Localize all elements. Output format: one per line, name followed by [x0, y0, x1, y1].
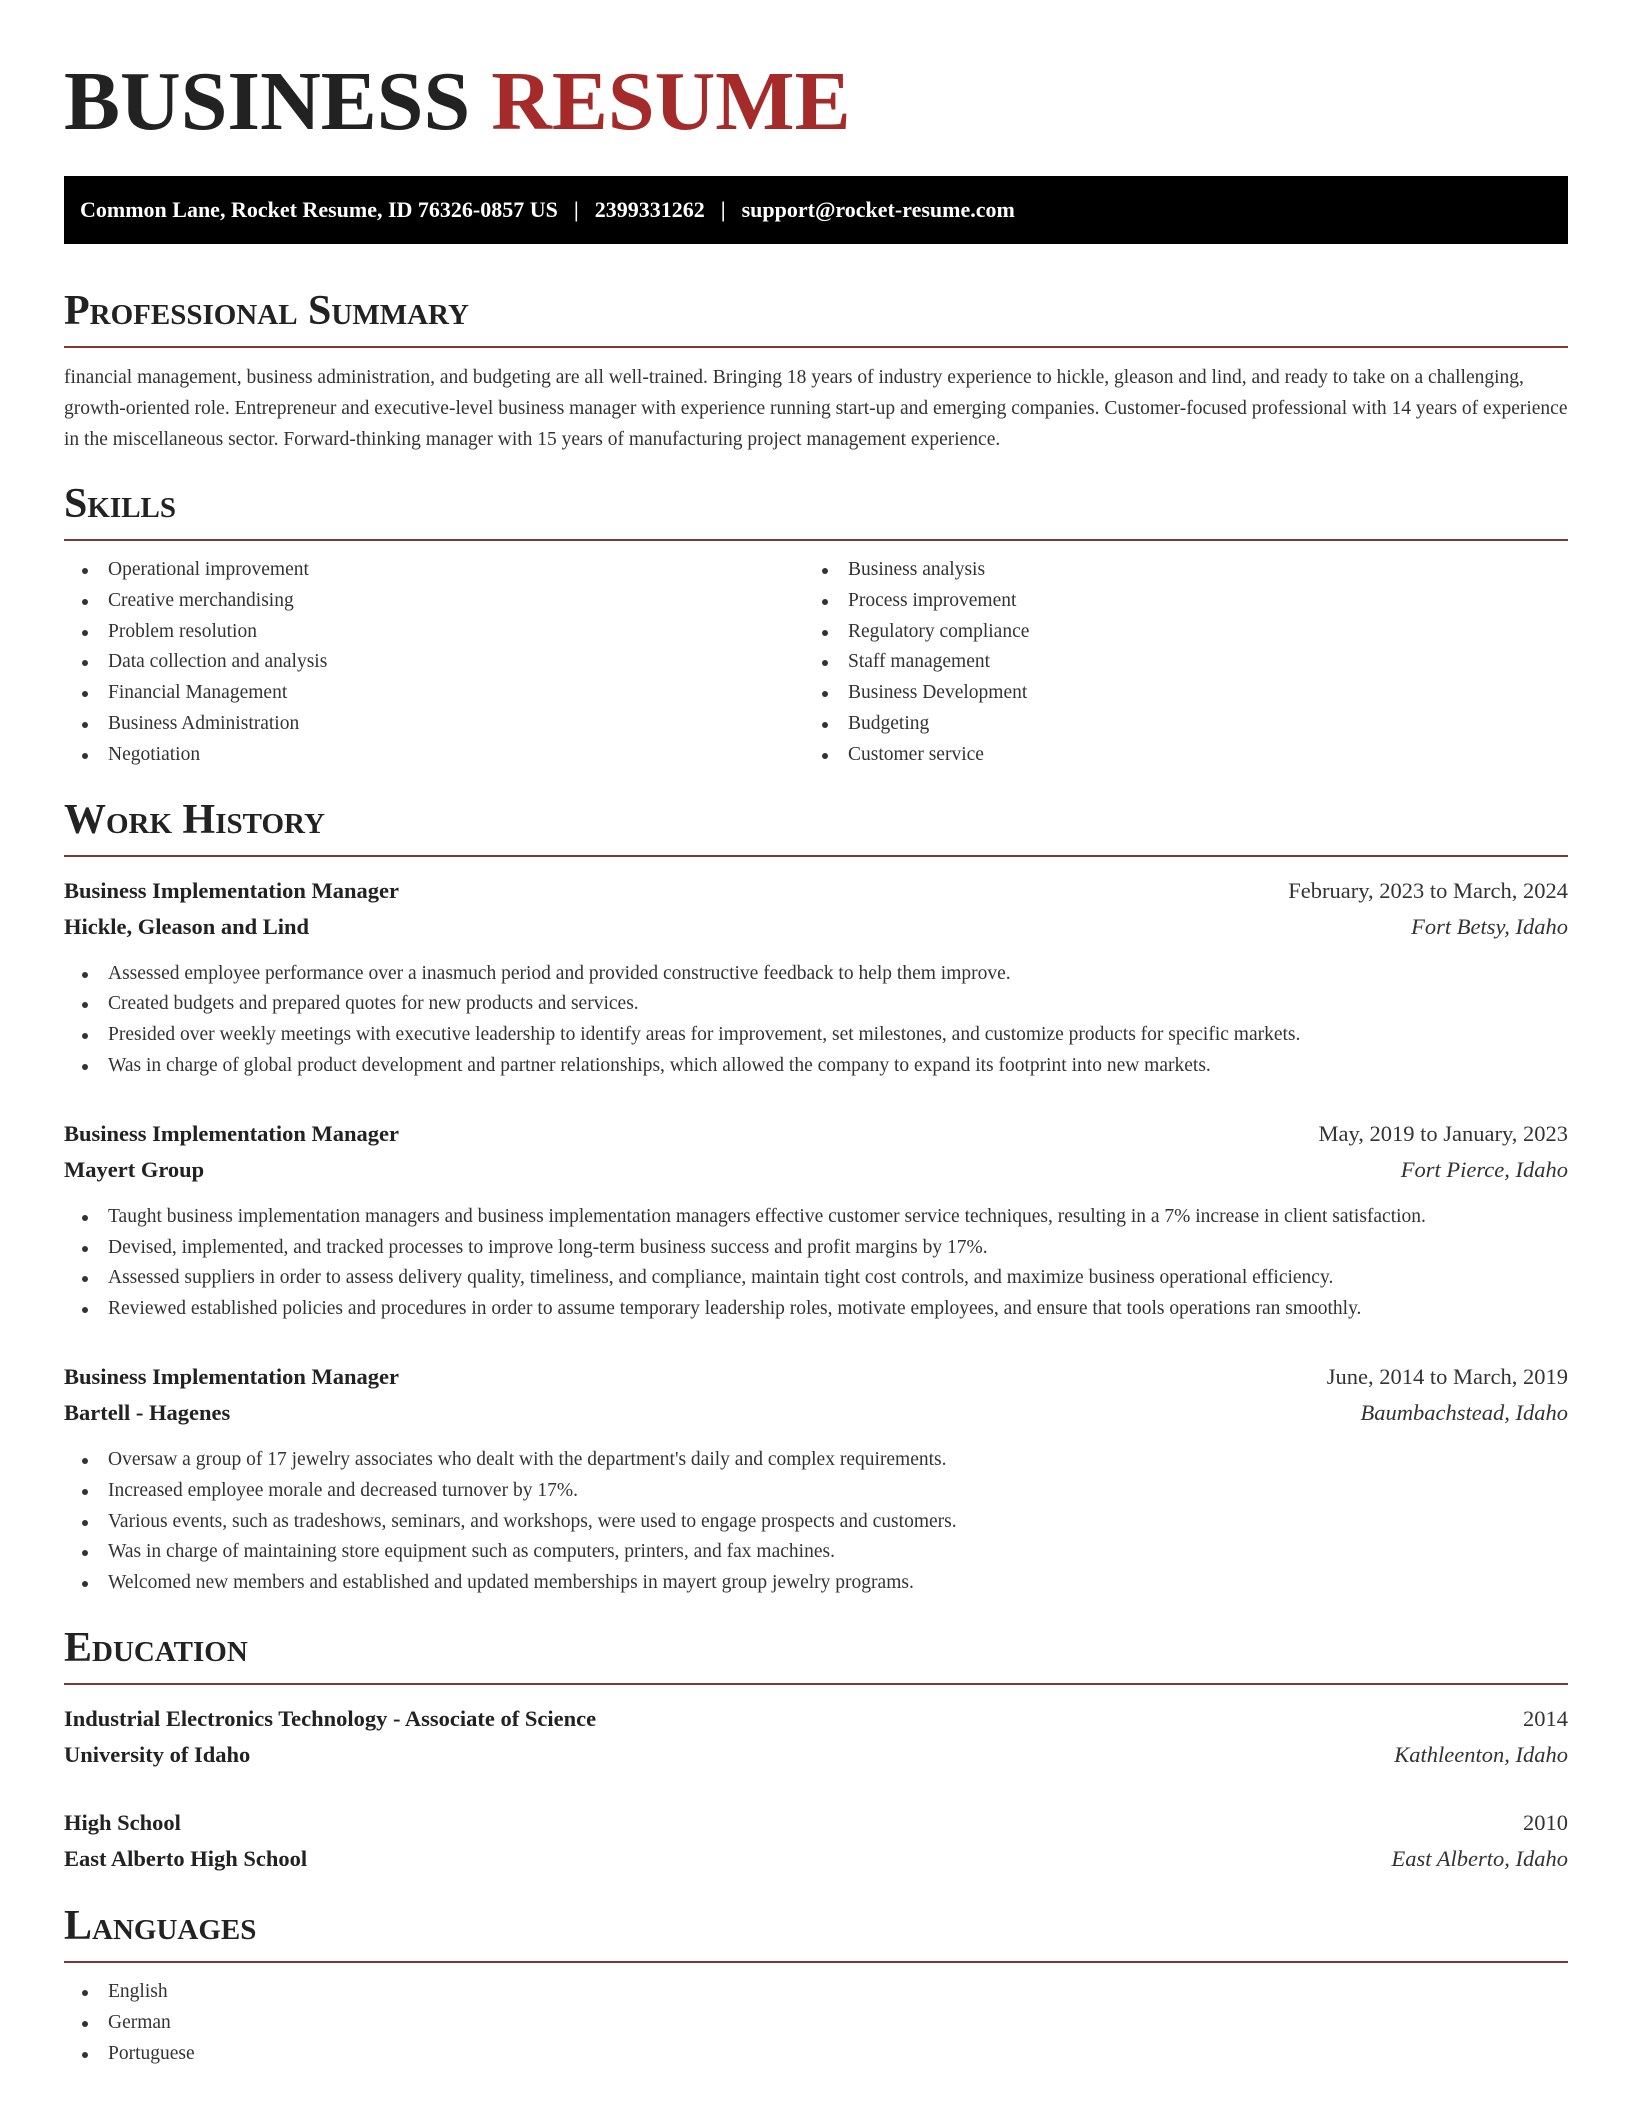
skill-item: Business Administration	[64, 709, 804, 740]
job-bullet: Reviewed established policies and procedures in order to assume temporary leadership roles, motivate employees, and ensure that tools operations ran smoothly.	[64, 1294, 1568, 1325]
job-bullet: Was in charge of maintaining store equipment such as computers, printers, and fax machines.	[64, 1537, 1568, 1568]
title-word-resume: RESUME	[491, 55, 851, 148]
contact-address: Common Lane, Rocket Resume, ID 76326-0857 US	[80, 197, 558, 222]
skill-item: Negotiation	[64, 740, 804, 771]
section-heading-education: Education	[64, 1625, 1568, 1685]
job-bullet: Taught business implementation managers and business implementation managers effective customer service techniques, resulting in a 7% increase in client satisfaction.	[64, 1202, 1568, 1233]
contact-separator: |	[720, 197, 726, 222]
job-bullet: Increased employee morale and decreased turnover by 17%.	[64, 1476, 1568, 1507]
education-school: University of Idaho	[64, 1741, 251, 1767]
job-title: Business Implementation Manager	[64, 1120, 400, 1146]
job-bullet: Presided over weekly meetings with executive leadership to identify areas for improvement, set milestones, and customize products for specific markets.	[64, 1020, 1568, 1051]
education-location: Kathleenton, Idaho	[1394, 1741, 1568, 1767]
education-entry	[64, 1805, 1568, 1877]
job-company: Hickle, Gleason and Lind	[64, 913, 310, 939]
job-bullet: Devised, implemented, and tracked processes to improve long-term business success and profit margins by 17%.	[64, 1233, 1568, 1264]
language-item: German	[64, 2008, 1568, 2039]
contact-email[interactable]: support@rocket-resume.com	[741, 197, 1015, 222]
education-school: East Alberto High School	[64, 1845, 308, 1871]
job-bullets	[64, 1445, 1568, 1599]
job-title: Business Implementation Manager	[64, 1363, 400, 1389]
education-year: 2010	[1523, 1809, 1568, 1835]
skill-item: Process improvement	[804, 586, 1544, 617]
section-heading-summary: Professional Summary	[64, 288, 1568, 348]
job-bullet: Was in charge of global product development and partner relationships, which allowed the company to expand its footprint into new markets.	[64, 1051, 1568, 1082]
job-company: Bartell - Hagenes	[64, 1399, 231, 1425]
title-word-business: BUSINESS	[64, 55, 471, 148]
education-location: East Alberto, Idaho	[1391, 1845, 1568, 1871]
job-bullet: Oversaw a group of 17 jewelry associates who dealt with the department's daily and complex requirements.	[64, 1445, 1568, 1476]
language-item: Portuguese	[64, 2039, 1568, 2070]
education-entry	[64, 1701, 1568, 1773]
job-dates: June, 2014 to March, 2019	[1326, 1363, 1568, 1389]
section-heading-work-history: Work History	[64, 797, 1568, 857]
skill-item: Regulatory compliance	[804, 617, 1544, 648]
skill-item: Customer service	[804, 740, 1544, 771]
job-location: Fort Betsy, Idaho	[1411, 913, 1568, 939]
job-location: Fort Pierce, Idaho	[1400, 1156, 1568, 1182]
education-year: 2014	[1523, 1705, 1568, 1731]
skill-item: Budgeting	[804, 709, 1544, 740]
resume-page	[64, 0, 1568, 2069]
job-bullet: Various events, such as tradeshows, seminars, and workshops, were used to engage prospects and customers.	[64, 1507, 1568, 1538]
job-bullets	[64, 1202, 1568, 1325]
skill-item: Operational improvement	[64, 555, 804, 586]
skill-item: Business Development	[804, 678, 1544, 709]
skill-item: Data collection and analysis	[64, 647, 804, 678]
job-bullet: Welcomed new members and established and updated memberships in mayert group jewelry programs.	[64, 1568, 1568, 1599]
job-bullets	[64, 959, 1568, 1082]
education-degree: Industrial Electronics Technology - Associate of Science	[64, 1705, 597, 1731]
job-location: Baumbachstead, Idaho	[1360, 1399, 1568, 1425]
skill-item: Creative merchandising	[64, 586, 804, 617]
education-degree: High School	[64, 1809, 181, 1835]
work-entry	[64, 1359, 1568, 1599]
languages-list	[64, 1977, 1568, 2069]
skills-grid	[64, 541, 1568, 771]
skill-item: Problem resolution	[64, 617, 804, 648]
contact-separator: |	[573, 197, 579, 222]
work-entry	[64, 1116, 1568, 1325]
section-heading-skills: Skills	[64, 481, 1568, 541]
skill-item: Financial Management	[64, 678, 804, 709]
job-bullet: Assessed suppliers in order to assess delivery quality, timeliness, and compliance, maintain tight cost controls, and maximize business operational efficiency.	[64, 1263, 1568, 1294]
skills-list-left	[64, 555, 804, 771]
skill-item: Staff management	[804, 647, 1544, 678]
skill-item: Business analysis	[804, 555, 1544, 586]
summary-text: financial management, business administration, and budgeting are all well-trained. Bringing 18 years of industry experience to hickle, gleason and lind, and ready to take on a challenging, growth-oriented role. Entrepreneur and executive-level business manager with experience running start-up and emerging companies. Customer-focused professional with 14 years of experience in the miscellaneous sector. Forward-thinking manager with 15 years of manufacturing project management experience.	[64, 367, 1568, 450]
contact-bar	[64, 176, 1568, 244]
job-bullet: Assessed employee performance over a inasmuch period and provided constructive feedback to help them improve.	[64, 959, 1568, 990]
skills-list-right	[804, 555, 1544, 771]
job-company: Mayert Group	[64, 1156, 205, 1182]
work-entry	[64, 873, 1568, 1082]
contact-phone[interactable]: 2399331262	[594, 197, 705, 222]
language-item: English	[64, 1977, 1568, 2008]
job-bullet: Created budgets and prepared quotes for new products and services.	[64, 989, 1568, 1020]
job-dates: February, 2023 to March, 2024	[1288, 877, 1568, 903]
job-dates: May, 2019 to January, 2023	[1318, 1120, 1568, 1146]
resume-title	[64, 52, 1568, 152]
section-heading-languages: Languages	[64, 1903, 1568, 1963]
job-title: Business Implementation Manager	[64, 877, 400, 903]
